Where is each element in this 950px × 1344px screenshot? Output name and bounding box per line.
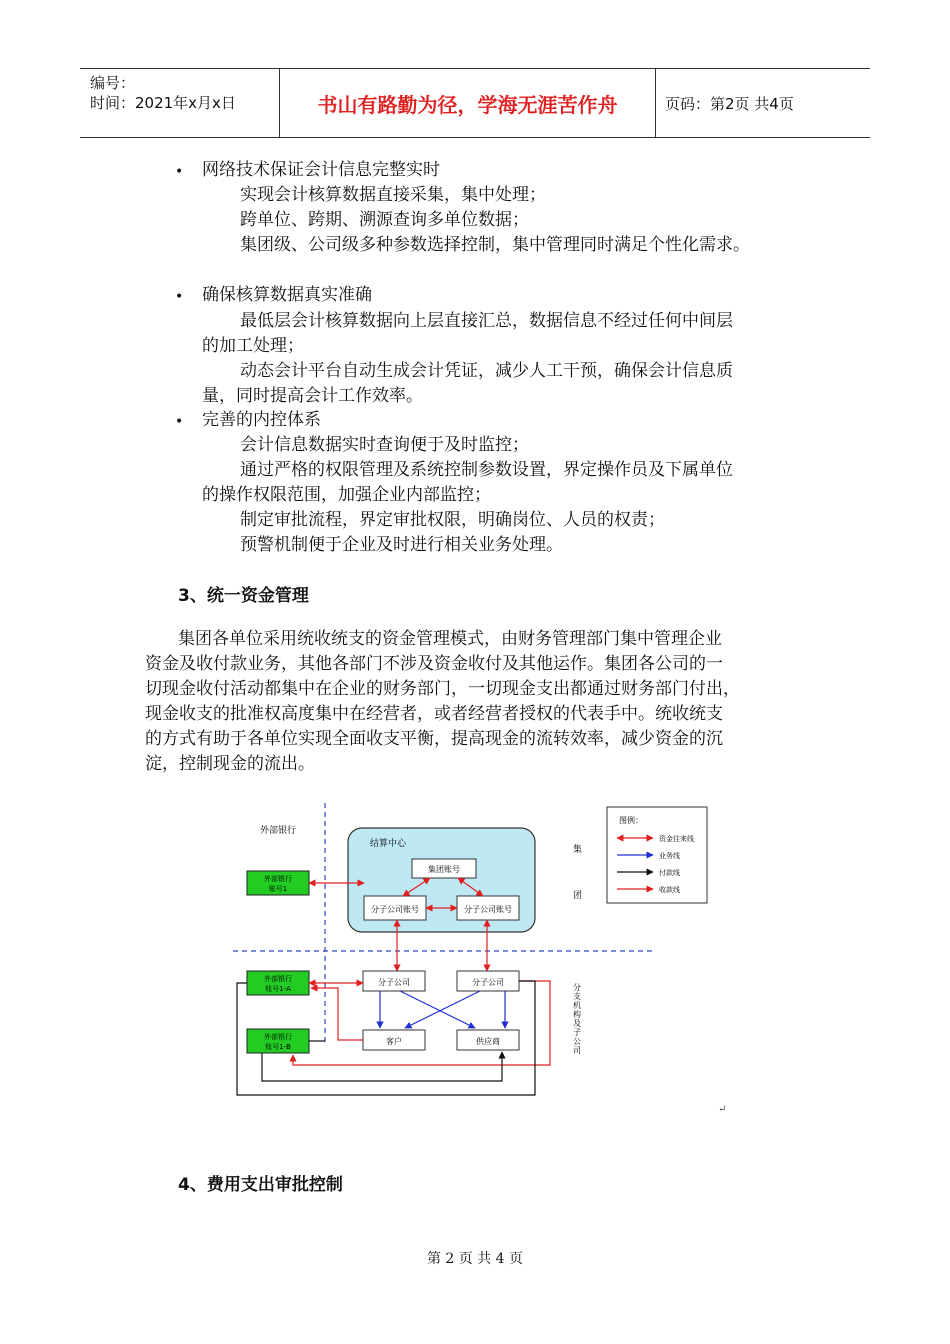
outside-bank-label: 外部银行 (260, 826, 297, 836)
section-control-line: 会计信息数据实时查询便于及时监控； (240, 435, 529, 455)
group-label: 集 (573, 845, 583, 855)
section-accuracy-line: 动态会计平台自动生成会计凭证，减少人工干预，确保会计信息质 (240, 361, 733, 381)
branch-label-char: 构 (573, 1010, 581, 1019)
bullet-icon: • (175, 289, 184, 305)
bank-account-1a-label: 外部银行 (264, 975, 292, 983)
group-account-label: 集团账号 (428, 865, 460, 874)
section-control-line: 预警机制便于企业及时进行相关业务处理。 (240, 535, 563, 555)
legend-title: 图例： (619, 816, 643, 825)
section-control-line: 通过严格的权限管理及系统控制参数设置，界定操作员及下属单位 (240, 460, 733, 480)
page-footer: 第 2 页 共 4 页 (426, 1251, 524, 1267)
branch-company-label: 分子公司 (472, 978, 504, 987)
payment-line (262, 1052, 502, 1081)
section-control-line: 制定审批流程，界定审批权限，明确岗位、人员的权责； (240, 510, 665, 530)
legend-funds-label: 资金往来线 (659, 835, 694, 843)
branch-label-char: 子 (573, 1028, 581, 1037)
section-network-line: 实现会计核算数据直接采集，集中处理； (240, 185, 546, 205)
branch-label-char: 机 (573, 1001, 581, 1010)
section-network-title: 网络技术保证会计信息完整实时 (202, 160, 440, 180)
paragraph-line: 切现金收付活动都集中在企业的财务部门，一切现金支出都通过财务部门付出， (145, 679, 740, 699)
supplier-label: 供应商 (476, 1037, 500, 1046)
branch-label-char: 公 (573, 1037, 581, 1046)
settlement-center-label: 结算中心 (370, 839, 407, 849)
section-network-line: 集团级、公司级多种参数选择控制，集中管理同时满足个性化需求。 (240, 235, 750, 255)
bank-account-1-number: 账号1 (268, 885, 288, 893)
receipt-line (293, 981, 550, 1065)
branch-label (573, 982, 581, 1055)
header-meta (80, 69, 280, 137)
section-accuracy-title: 确保核算数据真实准确 (202, 285, 372, 305)
header-motto: 书山有路勤为径，学海无涯苦作舟 (280, 69, 656, 137)
bank-account-1-label: 外部银行 (264, 875, 292, 883)
bank-account-1b-label: 外部银行 (264, 1033, 292, 1041)
legend-receipt-label: 收款线 (659, 886, 680, 894)
business-line (405, 991, 480, 1028)
heading-unified-funds: 3、统一资金管理 (178, 586, 309, 606)
header-time: 时间：2021年x月x日 (90, 94, 236, 112)
section-control-title: 完善的内控体系 (202, 410, 321, 430)
business-line (400, 991, 475, 1028)
sub-account-label: 分子公司账号 (464, 905, 512, 914)
bank-account-1a-number: 账号1-A (265, 985, 291, 993)
bank-account-1b-number: 账号1-B (265, 1043, 291, 1051)
page-header (80, 68, 870, 138)
group-label: 团 (573, 891, 583, 901)
paragraph-line: 资金及收付款业务，其他各部门不涉及资金收付及其他运作。集团各公司的一 (145, 654, 723, 674)
header-page-number: 页码：第2页 共4页 (665, 94, 794, 113)
branch-label-char: 支 (573, 992, 581, 1001)
funds-flow-diagram (225, 795, 745, 1125)
branch-label-char: 及 (573, 1019, 581, 1028)
legend-payment-label: 付款线 (659, 869, 680, 877)
branch-company-label: 分子公司 (378, 978, 410, 987)
heading-expense-control: 4、费用支出审批控制 (178, 1175, 343, 1195)
legend-business-label: 业务线 (659, 852, 680, 860)
sub-account-label: 分子公司账号 (371, 905, 419, 914)
bullet-icon: • (175, 164, 184, 180)
section-network-line: 跨单位、跨期、溯源查询多单位数据； (240, 210, 529, 230)
customer-label: 客户 (386, 1037, 402, 1046)
paragraph-line: 集团各单位采用统收统支的资金管理模式，由财务管理部门集中管理企业 (178, 629, 722, 649)
branch-label-char: 分 (573, 983, 581, 992)
paragraph-line: 淀，控制现金的流出。 (145, 754, 315, 774)
paragraph-line: 的方式有助于各单位实现全面收支平衡，提高现金的流转效率，减少资金的沉 (145, 729, 723, 749)
section-accuracy-line: 最低层会计核算数据向上层直接汇总，数据信息不经过任何中间层 (240, 311, 733, 331)
branch-label-char: 司 (573, 1046, 581, 1055)
bullet-icon: • (175, 414, 184, 430)
paragraph-line: 现金收支的批准权高度集中在经营者，或者经营者授权的代表手中。统收统支 (145, 704, 723, 724)
receipt-line (311, 988, 363, 1040)
section-accuracy-line: 的加工处理； (202, 336, 304, 356)
header-number: 编号： (90, 74, 136, 92)
section-control-line: 的操作权限范围，加强企业内部监控； (202, 485, 491, 505)
return-mark-icon: ↵ (718, 1104, 727, 1115)
section-accuracy-line: 量，同时提高会计工作效率。 (202, 386, 423, 406)
